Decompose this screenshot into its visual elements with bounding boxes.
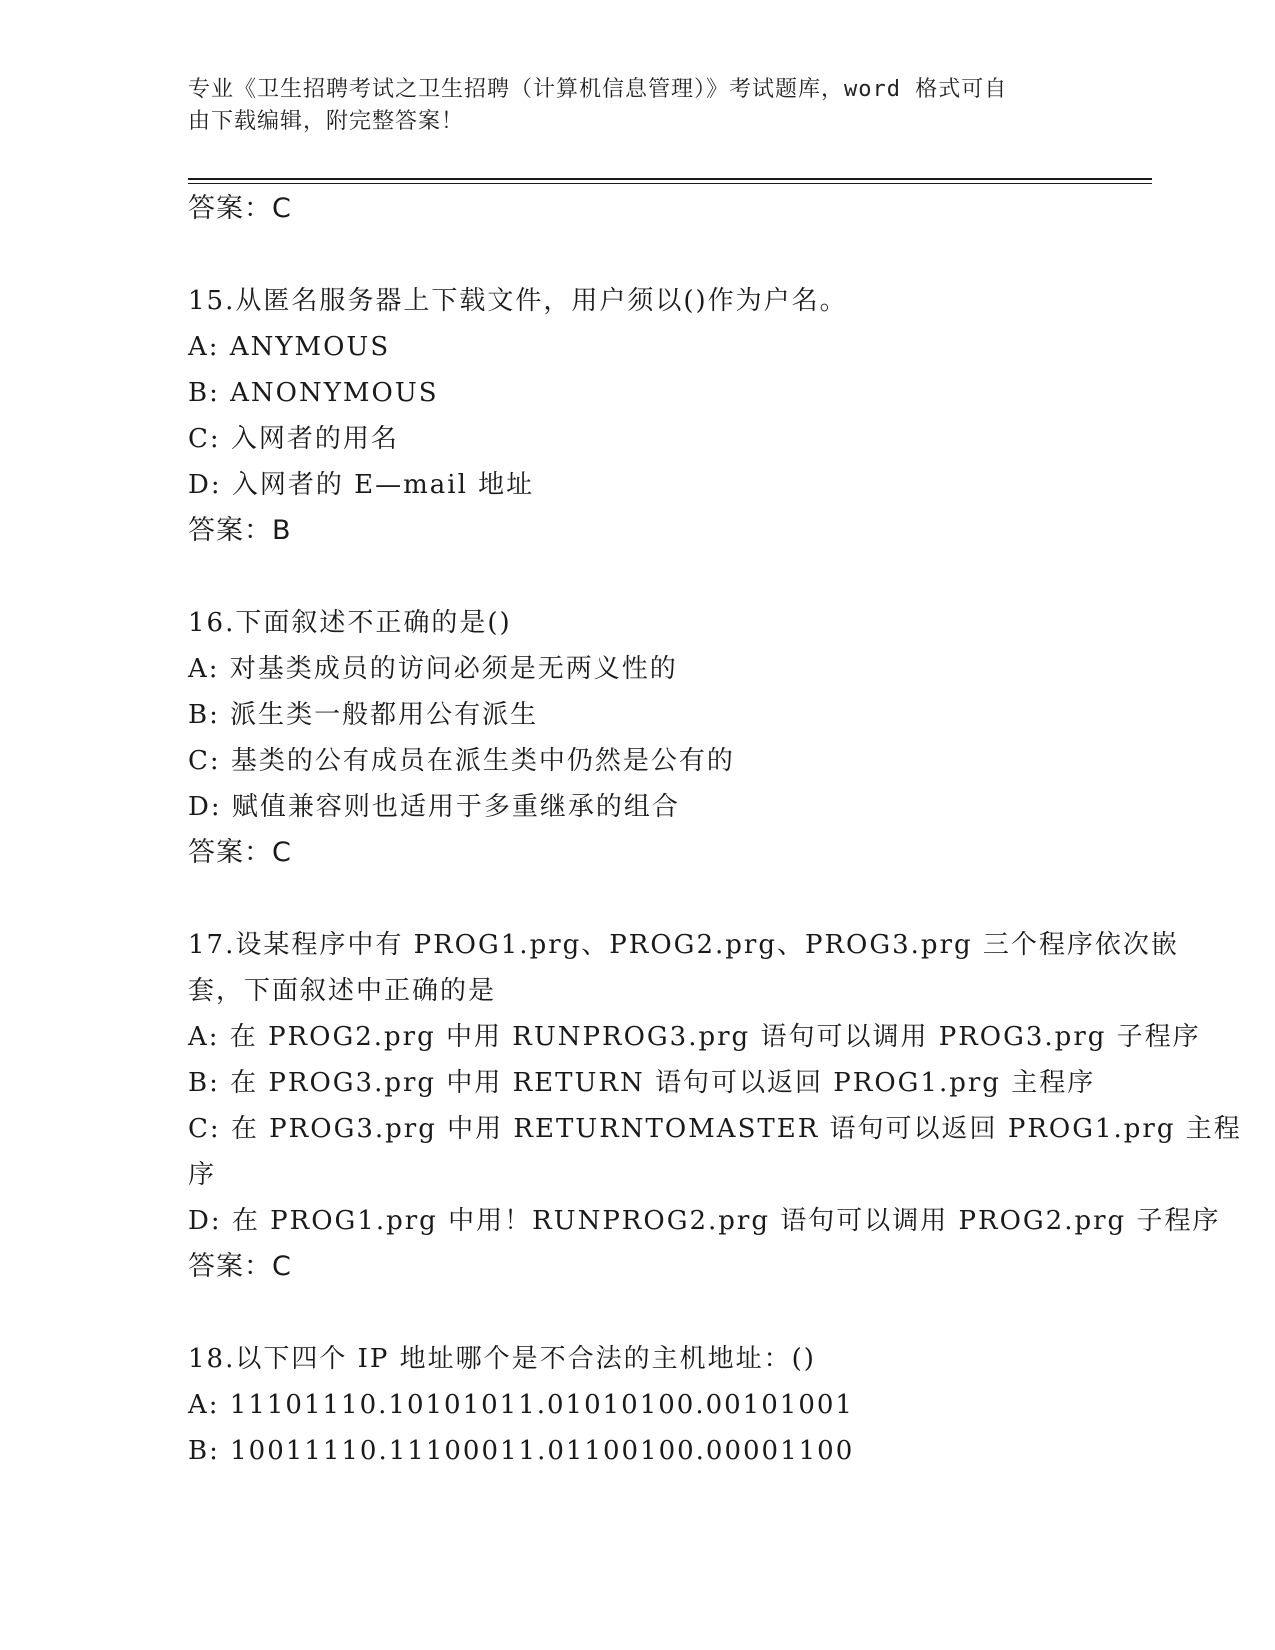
- answer: 答案：B: [188, 515, 292, 546]
- option-b: B: 派生类一般都用公有派生: [188, 700, 539, 730]
- answer: 答案：C: [188, 837, 292, 868]
- question-18: [188, 1336, 1088, 1474]
- spacer: [188, 232, 1088, 278]
- spacer: [188, 876, 1088, 922]
- spacer: [188, 554, 1088, 600]
- option-a: A: 在 PROG2.prg 中用 RUNPROG3.prg 语句可以调用 PROG3.prg 子程序: [188, 1022, 1201, 1052]
- document-body: [188, 186, 1242, 1474]
- previous-answer: 答案：C: [188, 193, 292, 224]
- question-16: [188, 600, 1088, 876]
- option-d: D: 在 PROG1.prg 中用！RUNPROG2.prg 语句可以调用 PROG2.prg 子程序: [188, 1206, 1221, 1236]
- option-c: C: 基类的公有成员在派生类中仍然是公有的: [188, 746, 735, 776]
- option-a: A: 11101110.10101011.01010100.00101001: [188, 1390, 854, 1420]
- question-stem: 18.以下四个 IP 地址哪个是不合法的主机地址：(): [188, 1344, 816, 1374]
- question-17: [188, 922, 1242, 1290]
- spacer: [188, 1290, 1088, 1336]
- option-a: A: ANYMOUS: [188, 332, 391, 362]
- option-d: D: 赋值兼容则也适用于多重继承的组合: [188, 792, 680, 822]
- question-stem: 15.从匿名服务器上下载文件，用户须以()作为户名。: [188, 286, 848, 316]
- option-b: B: ANONYMOUS: [188, 378, 439, 408]
- option-b: B: 在 PROG3.prg 中用 RETURN 语句可以返回 PROG1.prg 主程序: [188, 1068, 1096, 1098]
- question-stem: 16.下面叙述不正确的是(): [188, 608, 512, 638]
- header-divider-thin: [188, 183, 1152, 184]
- option-c: C: 入网者的用名: [188, 424, 399, 454]
- option-c-line-1: C: 在 PROG3.prg 中用 RETURNTOMASTER 语句可以返回 PROG1.prg 主程: [188, 1114, 1242, 1144]
- option-d: D: 入网者的 E—mail 地址: [188, 470, 535, 500]
- option-b: B: 10011110.11100011.01100100.00001100: [188, 1436, 855, 1466]
- header-line-2: 由下载编辑，附完整答案！: [188, 109, 465, 134]
- option-a: A: 对基类成员的访问必须是无两义性的: [188, 654, 678, 684]
- option-c-line-2: 序: [188, 1160, 217, 1190]
- header-divider-thick: [188, 178, 1152, 180]
- header-line-1: 专业《卫生招聘考试之卫生招聘（计算机信息管理）》考试题库，word 格式可自: [188, 77, 1008, 102]
- question-15: [188, 278, 1088, 554]
- question-stem-line-2: 套，下面叙述中正确的是: [188, 976, 497, 1006]
- answer: 答案：C: [188, 1251, 292, 1282]
- question-stem-line-1: 17.设某程序中有 PROG1.prg、PROG2.prg、PROG3.prg 三个程序依次嵌: [188, 930, 1179, 960]
- document-header: [188, 74, 1088, 138]
